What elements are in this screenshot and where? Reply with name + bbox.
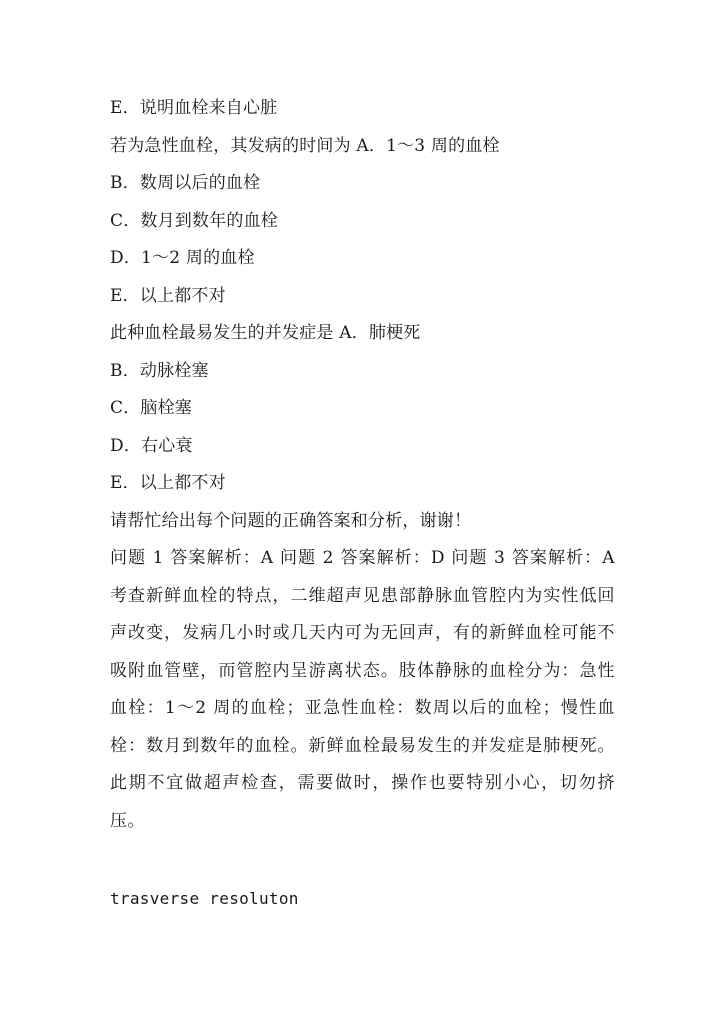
- q2-option-e: E．以上都不对: [110, 285, 226, 306]
- request-line: 请帮忙给出每个问题的正确答案和分析，谢谢！: [110, 510, 472, 531]
- answer-analysis: 问题 1 答案解析：A 问题 2 答案解析：D 问题 3 答案解析：A 考查新鲜血栓的特点，二维超声见患部静脉血管腔内为实性低回声改变，发病几小时或几天内可为无回声，有的新鲜血栓可能不吸附血管壁，而管腔内呈游离状态。肢体静脉的血栓分为：急性血栓：1～2 周的血栓；亚急性血栓：数周以后的血栓；慢性血栓：数月到数年的血栓。新鲜血栓最易发生的并发症是肺梗死。此期不宜做超声检查，需要做时，操作也要特别小心，切勿挤压。: [110, 548, 615, 831]
- q3-option-b: B．动脉栓塞: [110, 360, 209, 381]
- q2-option-d: D．1～2 周的血栓: [110, 248, 255, 268]
- footer-text: trasverse resoluton: [110, 889, 299, 908]
- option-e-source: E．说明血栓来自心脏: [110, 98, 278, 118]
- document-body: [110, 90, 615, 840]
- question-3-stem: 此种血栓最易发生的并发症是 A．肺梗死: [110, 323, 421, 343]
- question-2-stem: 若为急性血栓，其发病的时间为 A．1～3 周的血栓: [110, 135, 500, 156]
- q3-option-c: C．脑栓塞: [110, 398, 193, 418]
- q2-option-c: C．数月到数年的血栓: [110, 210, 279, 231]
- q3-option-d: D．右心衰: [110, 435, 193, 456]
- q2-option-b: B．数周以后的血栓: [110, 173, 261, 193]
- q3-option-e: E．以上都不对: [110, 473, 226, 493]
